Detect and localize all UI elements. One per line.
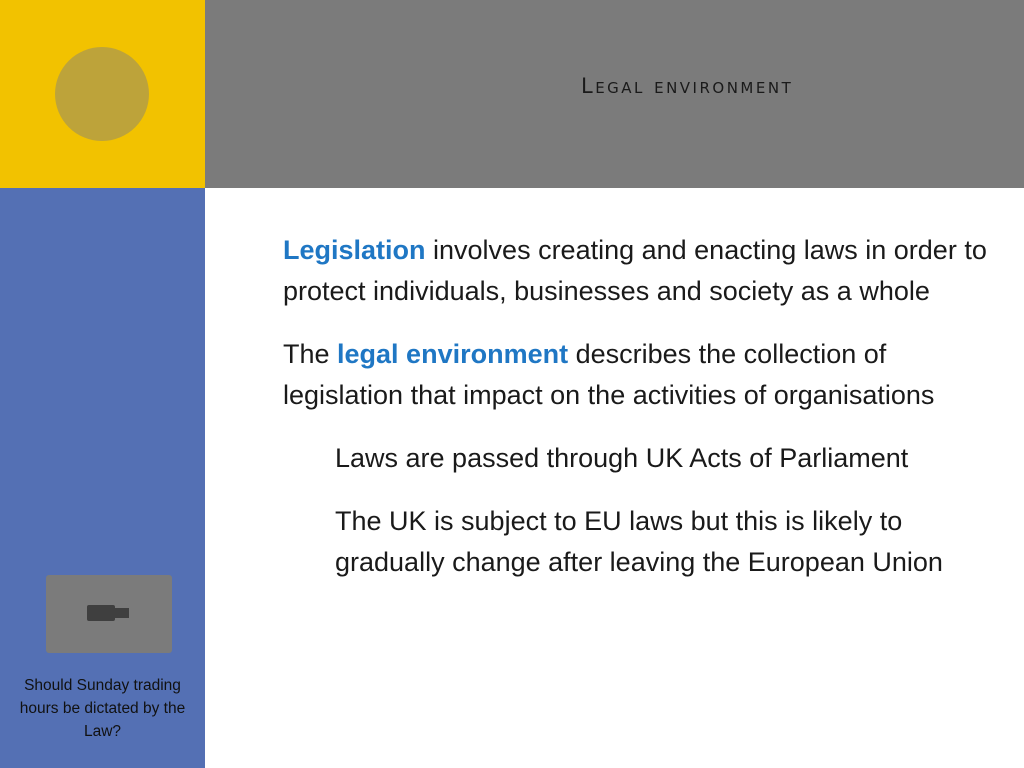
bullet-text [283, 230, 1002, 312]
sub-bullet-item [284, 501, 1002, 583]
decorative-circle [55, 47, 149, 141]
highlight-term: legal environment [337, 339, 569, 369]
sidebar-caption: Should Sunday trading hours be dictated by the Law? [19, 677, 186, 740]
slide-content [232, 230, 1002, 605]
video-thumbnail[interactable] [46, 575, 172, 653]
bullet-body: describes the collection of legislation that impact on the activities of organisations [283, 339, 935, 410]
bullet-lead: The [283, 339, 338, 369]
bullet-item [232, 230, 1002, 312]
corner-accent [0, 0, 205, 188]
sub-bullet-text: The UK is subject to EU laws but this is likely to gradually change after leaving the European Union [335, 506, 943, 577]
highlight-term: Legislation [283, 235, 426, 265]
title-bar [205, 0, 1024, 188]
camera-lens-icon [113, 608, 129, 618]
bullet-item [232, 334, 1002, 416]
sidebar [0, 188, 205, 768]
slide-title: Legal environment [581, 74, 794, 98]
sub-bullet-text: Laws are passed through UK Acts of Parliament [335, 443, 909, 473]
sub-bullet-item [284, 438, 1002, 479]
bullet-text [283, 334, 1002, 416]
bullet-body: involves creating and enacting laws in order to protect individuals, businesses and society as a whole [283, 235, 987, 306]
video-camera-icon [87, 605, 115, 621]
